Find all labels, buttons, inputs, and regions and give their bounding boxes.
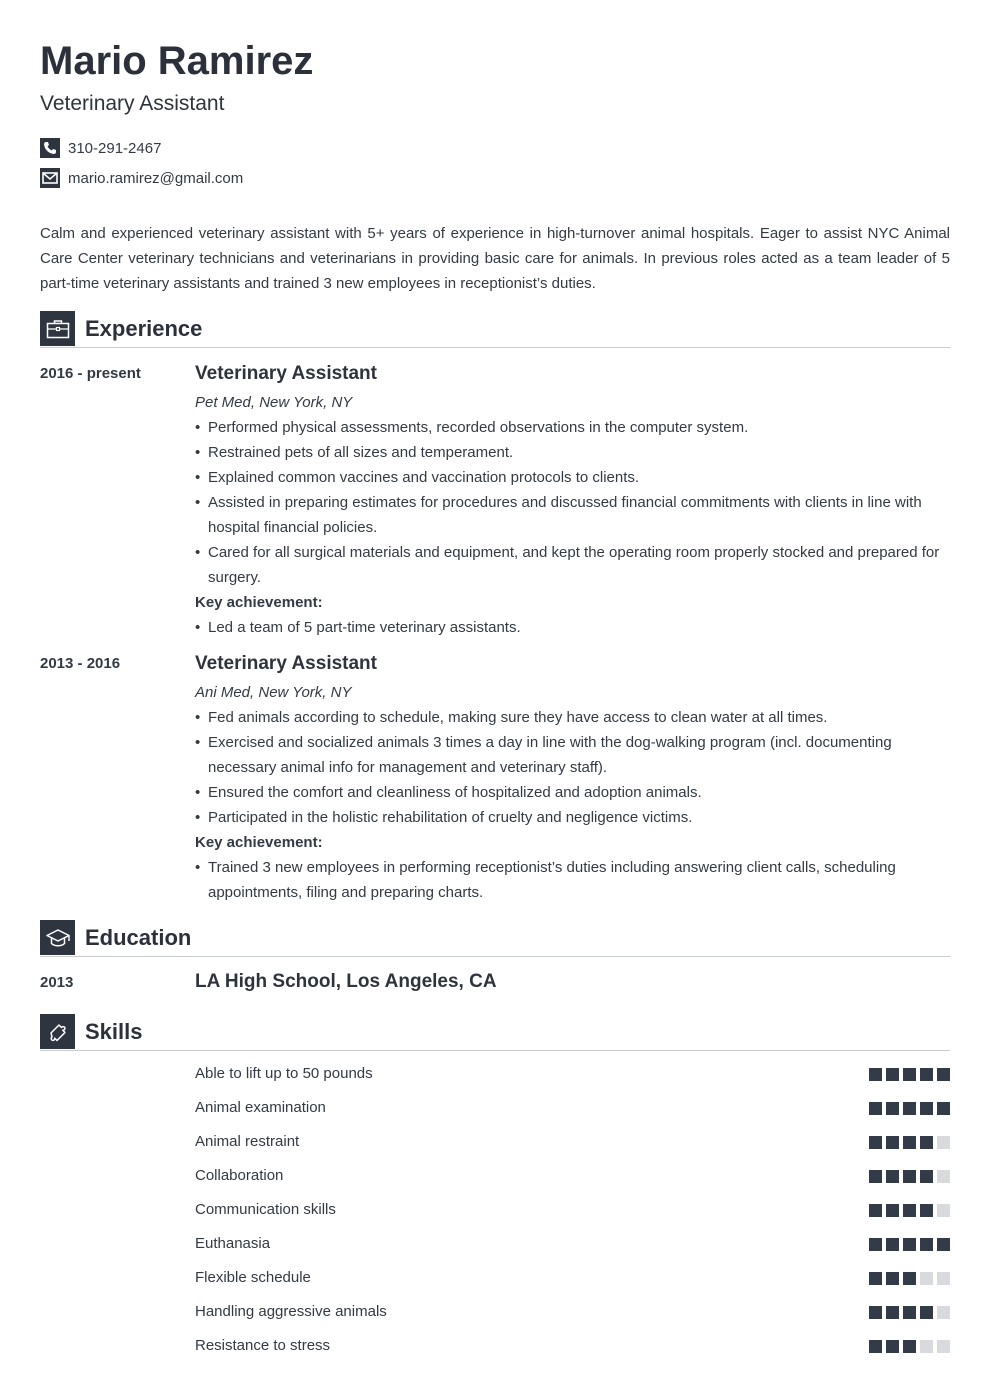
skill-rating <box>865 1306 950 1319</box>
job-duties <box>195 415 950 590</box>
puzzle-icon <box>40 1014 75 1049</box>
rating-square-empty <box>920 1272 933 1285</box>
experience-title: Experience <box>85 316 203 341</box>
skill-rating <box>865 1340 950 1353</box>
duty-item: • Fed animals according to schedule, making sure they have access to clean water at all times. <box>195 705 950 730</box>
achievement-item: • Trained 3 new employees in performing receptionist’s duties including answering client calls, scheduling appointments, filing and preparing charts. <box>195 855 950 905</box>
skill-rating <box>865 1238 950 1251</box>
rating-square-filled <box>903 1340 916 1353</box>
rating-square-filled <box>937 1102 950 1115</box>
job-title: Veterinary Assistant <box>195 653 377 674</box>
rating-square-filled <box>886 1340 899 1353</box>
job-entry <box>195 362 950 640</box>
rating-square-filled <box>869 1136 882 1149</box>
rating-square-filled <box>886 1204 899 1217</box>
job-company: Pet Med, New York, NY <box>195 394 353 411</box>
graduation-cap-icon <box>40 920 75 955</box>
rating-square-filled <box>903 1068 916 1081</box>
duty-item: • Explained common vaccines and vaccination protocols to clients. <box>195 465 950 490</box>
skill-row <box>195 1301 950 1323</box>
skill-name: Animal examination <box>195 1099 326 1116</box>
envelope-icon <box>40 168 60 188</box>
rating-square-filled <box>903 1204 916 1217</box>
achievements <box>195 615 950 640</box>
rating-square-filled <box>937 1238 950 1251</box>
skill-row <box>195 1267 950 1289</box>
rating-square-filled <box>869 1238 882 1251</box>
skill-name: Animal restraint <box>195 1133 300 1150</box>
skill-rating <box>865 1272 950 1285</box>
rating-square-filled <box>869 1068 882 1081</box>
job-date: 2013 - 2016 <box>40 655 121 672</box>
rating-square-filled <box>869 1204 882 1217</box>
rating-square-filled <box>869 1102 882 1115</box>
duty-item: • Participated in the holistic rehabilitation of cruelty and negligence victims. <box>195 805 950 830</box>
skill-rating <box>865 1136 950 1149</box>
rating-square-filled <box>903 1136 916 1149</box>
key-achievement-label: Key achievement: <box>195 594 323 611</box>
skill-name: Able to lift up to 50 pounds <box>195 1065 373 1082</box>
skills-heading <box>40 1014 950 1051</box>
profile-summary: Calm and experienced veterinary assistant with 5+ years of experience in high-turnover animal hospitals. Eager to assist NYC Animal Care Center veterinary technicians and veterinarians in providing basic care for animals. In previous roles acted as a team leader of 5 part-time veterinary assistants and trained 3 new employees in receptionist’s duties. <box>40 225 950 292</box>
rating-square-filled <box>886 1068 899 1081</box>
skill-rating <box>865 1102 950 1115</box>
rating-square-filled <box>920 1204 933 1217</box>
key-achievement-label: Key achievement: <box>195 834 323 851</box>
rating-square-filled <box>869 1170 882 1183</box>
rating-square-filled <box>920 1102 933 1115</box>
skill-rating <box>865 1068 950 1081</box>
job-company: Ani Med, New York, NY <box>195 684 352 701</box>
skill-name: Resistance to stress <box>195 1337 331 1354</box>
email-address[interactable]: mario.ramirez@gmail.com <box>68 169 244 187</box>
education-heading <box>40 920 950 957</box>
education-title: Education <box>85 925 192 950</box>
experience-heading <box>40 311 950 348</box>
rating-square-filled <box>886 1238 899 1251</box>
rating-square-empty <box>920 1340 933 1353</box>
rating-square-filled <box>886 1272 899 1285</box>
job-duties <box>195 705 950 830</box>
duty-item: • Cared for all surgical materials and equipment, and kept the operating room properly stocked and prepared for surgery. <box>195 540 950 590</box>
phone-icon <box>40 138 60 158</box>
rating-square-filled <box>903 1238 916 1251</box>
skill-row <box>195 1097 950 1119</box>
rating-square-filled <box>920 1170 933 1183</box>
skill-row <box>195 1165 950 1187</box>
rating-square-filled <box>920 1136 933 1149</box>
skill-name: Flexible schedule <box>195 1269 311 1286</box>
rating-square-filled <box>920 1068 933 1081</box>
duty-item: • Ensured the comfort and cleanliness of hospitalized and adoption animals. <box>195 780 950 805</box>
education-school: LA High School, Los Angeles, CA <box>195 971 497 992</box>
candidate-role: Veterinary Assistant <box>40 92 225 115</box>
skills-title: Skills <box>85 1019 143 1044</box>
skill-name: Euthanasia <box>195 1235 271 1252</box>
candidate-name: Mario Ramirez <box>40 39 314 83</box>
skill-row <box>195 1131 950 1153</box>
job-entry <box>195 652 950 905</box>
achievement-item: • Led a team of 5 part-time veterinary assistants. <box>195 615 950 640</box>
rating-square-empty <box>937 1306 950 1319</box>
rating-square-filled <box>886 1136 899 1149</box>
skill-row <box>195 1199 950 1221</box>
skill-rating <box>865 1170 950 1183</box>
skill-name: Communication skills <box>195 1201 336 1218</box>
rating-square-filled <box>937 1068 950 1081</box>
phone-number[interactable]: 310-291-2467 <box>68 139 162 157</box>
skill-row <box>195 1063 950 1085</box>
duty-item: • Performed physical assessments, recorded observations in the computer system. <box>195 415 950 440</box>
rating-square-filled <box>886 1306 899 1319</box>
rating-square-filled <box>903 1306 916 1319</box>
contact-email <box>40 167 243 189</box>
rating-square-empty <box>937 1340 950 1353</box>
rating-square-empty <box>937 1204 950 1217</box>
rating-square-filled <box>903 1272 916 1285</box>
job-title: Veterinary Assistant <box>195 363 377 384</box>
duty-item: • Exercised and socialized animals 3 times a day in line with the dog-walking program (incl. documenting necessary animal info for management and veterinary staff). <box>195 730 950 780</box>
contact-phone <box>40 137 161 159</box>
rating-square-filled <box>886 1170 899 1183</box>
rating-square-filled <box>920 1238 933 1251</box>
rating-square-filled <box>869 1340 882 1353</box>
education-year: 2013 <box>40 974 74 991</box>
achievements <box>195 855 950 905</box>
rating-square-filled <box>869 1306 882 1319</box>
rating-square-filled <box>886 1102 899 1115</box>
rating-square-filled <box>920 1306 933 1319</box>
job-date: 2016 - present <box>40 365 141 382</box>
rating-square-empty <box>937 1170 950 1183</box>
duty-item: • Assisted in preparing estimates for procedures and discussed financial commitments with clients in line with hospital financial policies. <box>195 490 950 540</box>
skill-row <box>195 1233 950 1255</box>
skill-name: Handling aggressive animals <box>195 1303 387 1320</box>
skill-name: Collaboration <box>195 1167 284 1184</box>
rating-square-filled <box>903 1102 916 1115</box>
skill-row <box>195 1335 950 1357</box>
rating-square-filled <box>903 1170 916 1183</box>
rating-square-empty <box>937 1136 950 1149</box>
briefcase-icon <box>40 311 75 346</box>
rating-square-filled <box>869 1272 882 1285</box>
duty-item: • Restrained pets of all sizes and temperament. <box>195 440 950 465</box>
skill-rating <box>865 1204 950 1217</box>
rating-square-empty <box>937 1272 950 1285</box>
